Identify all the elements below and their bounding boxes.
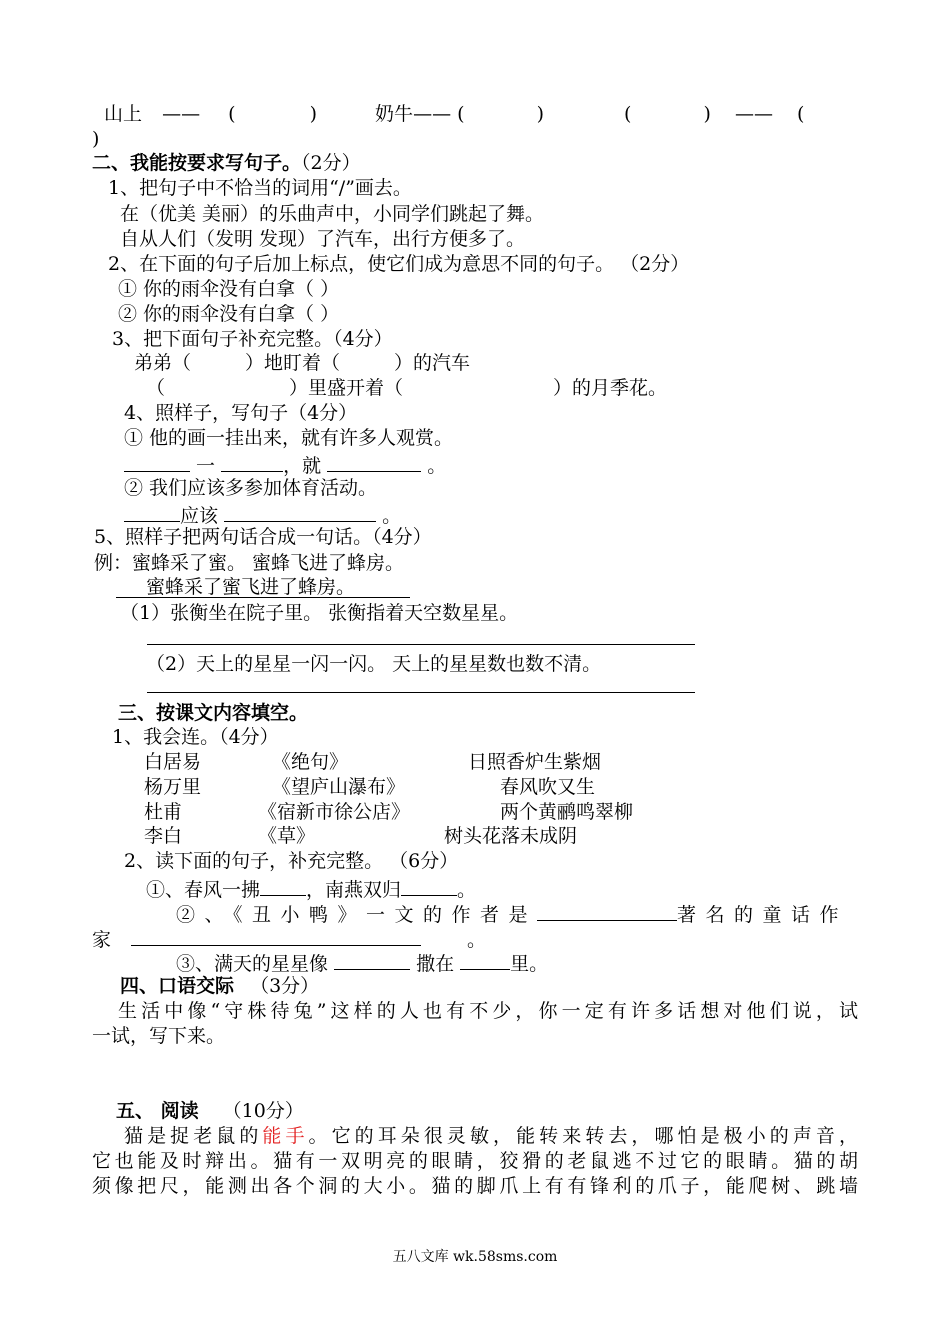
s2-q4a-end: 。 xyxy=(427,455,447,477)
s3-author-1: 白居易 xyxy=(144,751,202,773)
s2-q5-item2: （2）天上的星星一闪一闪。 天上的星星数也数不清。 xyxy=(146,653,602,675)
s3-author-3: 杜甫 xyxy=(144,801,183,823)
s2-q3a-part2: ）地盯着（ xyxy=(245,352,341,374)
s2-q4a-blank-row xyxy=(124,451,446,478)
top-row xyxy=(104,102,804,126)
top-lp-4: ( xyxy=(797,103,805,125)
top-rp-1: ) xyxy=(309,103,317,125)
top-lp-1: ( xyxy=(228,103,236,125)
top-rp-3: ) xyxy=(703,103,711,125)
s3-q2c-part2: 撒在 xyxy=(416,953,455,975)
s3-q2b-part3: 家 xyxy=(92,929,112,951)
s3-q2c-blank-2[interactable] xyxy=(460,949,510,970)
s2-q5-answer-line-2[interactable] xyxy=(147,692,695,693)
s5-p1-part2: 。它的耳朵很灵敏，能转来转去，哪怕是极小的声音， xyxy=(308,1125,858,1147)
s2-q3a xyxy=(134,351,470,375)
top-lp-3: ( xyxy=(624,103,632,125)
top-dash-3: —— xyxy=(734,103,773,125)
s3-poem-4: 《草》 xyxy=(258,825,316,847)
s2-q3a-part1: 弟弟（ xyxy=(134,352,192,374)
s2-q4b-blank-row xyxy=(124,501,401,528)
s3-q2b xyxy=(176,900,848,927)
section-3-title: 三、按课文内容填空。 xyxy=(118,702,309,724)
s3-q2b-line2 xyxy=(92,925,486,952)
top-lp-2: ( xyxy=(457,103,465,125)
s5-paragraph-line2: 它也能及时辩出。猫有一双明亮的眼睛，狡猾的老鼠逃不过它的眼睛。猫的胡 xyxy=(92,1150,858,1172)
s2-q3a-part3: ）的汽车 xyxy=(394,352,471,374)
top-text-nainiu: 奶牛 xyxy=(375,103,414,125)
s2-q4b: ② 我们应该多参加体育活动。 xyxy=(124,477,378,499)
s3-author-4: 李白 xyxy=(144,825,183,847)
s2-q4b-blank-1[interactable] xyxy=(124,501,180,522)
s2-q4a: ① 他的画一挂出来，就有许多人观赏。 xyxy=(124,427,454,449)
s3-q2a-part2: ，南燕双归 xyxy=(306,879,402,901)
s3-author-2: 杨万里 xyxy=(144,776,202,798)
s2-q4a-jiu: ，就 xyxy=(283,455,322,477)
s2-q5-example: 例：蜜蜂采了蜜。 蜜蜂飞进了蜂房。 xyxy=(94,552,405,574)
section-4-title: 四、口语交际 xyxy=(120,975,235,997)
s2-q3b-part1: （ xyxy=(146,377,166,399)
s3-line-4: 树头花落未成阴 xyxy=(444,825,578,847)
s2-q4b-end: 。 xyxy=(382,505,402,527)
s2-q4a-blank-1[interactable] xyxy=(124,451,190,472)
s5-p1-highlight: 能手 xyxy=(262,1125,309,1147)
s2-q1: 1、把句子中不恰当的词用“/”画去。 xyxy=(108,177,412,199)
s2-q3b xyxy=(146,376,667,400)
s4-paragraph-line2: 一试，写下来。 xyxy=(92,1025,226,1047)
s2-q4a-yi: 一 xyxy=(196,455,216,477)
section-2-title: 二、我能按要求写句子。 xyxy=(92,152,302,174)
s3-q2c-part1: ③、满天的星星像 xyxy=(176,953,329,975)
s3-line-1: 日照香炉生紫烟 xyxy=(468,751,602,773)
s3-q2a-part1: ①、春风一拂 xyxy=(146,879,261,901)
s3-q2c-blank-1[interactable] xyxy=(334,949,410,970)
s2-q4: 4、照样子，写句子（4分） xyxy=(124,402,358,424)
top-text-shanshang: 山上 xyxy=(104,103,143,125)
s2-q5-item1: （1）张衡坐在院子里。 张衡指着天空数星星。 xyxy=(120,602,519,624)
section-2-score: （2分） xyxy=(301,152,361,174)
s2-q5-example-underline xyxy=(116,597,410,598)
s5-paragraph-line3: 须像把尺，能测出各个洞的大小。猫的脚爪上有有锋利的爪子，能爬树、跳墙 xyxy=(92,1175,858,1197)
s2-q4a-blank-3[interactable] xyxy=(327,451,421,472)
s2-q2a: ① 你的雨伞没有白拿（ ） xyxy=(118,278,340,300)
s5-p1-part1: 猫是捉老鼠的 xyxy=(124,1125,263,1147)
s2-q4b-blank-2[interactable] xyxy=(224,501,376,522)
s3-line-2: 春风吹又生 xyxy=(500,776,596,798)
s2-q2b: ② 你的雨伞没有白拿（ ） xyxy=(118,303,340,325)
s2-q5-answer-line-1[interactable] xyxy=(147,644,695,645)
section-4-score: （3分） xyxy=(250,975,320,997)
s2-q3b-part2: ）里盛开着（ xyxy=(289,377,404,399)
s3-q2b-blank-1[interactable] xyxy=(537,900,677,921)
s3-poem-3: 《宿新市徐公店》 xyxy=(258,801,411,823)
top-rp-4: ) xyxy=(92,128,100,150)
s3-q1: 1、我会连。（4分） xyxy=(112,726,279,748)
s3-q2b-blank-2[interactable] xyxy=(131,925,421,946)
s3-poem-1: 《绝句》 xyxy=(272,751,349,773)
s2-q1b: 自从人们（发明 发现）了汽车，出行方便多了。 xyxy=(120,228,526,250)
s3-q2a xyxy=(146,875,476,902)
s3-q2b-part4: 。 xyxy=(467,929,487,951)
s4-paragraph-line1: 生活中像“守株待兔”这样的人也有不少，你一定有许多话想对他们说，试 xyxy=(118,1000,858,1022)
top-rp-2: ) xyxy=(536,103,544,125)
s3-poem-2: 《望庐山瀑布》 xyxy=(272,776,406,798)
section-4-heading xyxy=(120,974,319,998)
s3-line-3: 两个黄鹂鸣翠柳 xyxy=(500,801,634,823)
top-dash-2: —— xyxy=(413,103,452,125)
top-dash-1: —— xyxy=(162,103,201,125)
section-5-title: 五、 阅读 xyxy=(116,1100,199,1122)
s2-q4a-blank-2[interactable] xyxy=(221,451,283,472)
section-2-heading xyxy=(92,151,361,175)
s3-q2b-part1: ②、《丑小鸭》一文的作者是 xyxy=(176,904,538,926)
s2-q5: 5、照样子把两句话合成一句话。（4分） xyxy=(94,526,432,548)
s2-q5-example-answer: 蜜蜂采了蜜飞进了蜂房。 xyxy=(146,576,356,598)
s2-q1a: 在（优美 美丽）的乐曲声中，小同学们跳起了舞。 xyxy=(120,203,545,225)
s2-q4b-mid: 应该 xyxy=(180,505,219,527)
section-5-heading xyxy=(116,1099,304,1123)
s3-q2c xyxy=(176,949,548,976)
s3-q2a-blank-1[interactable] xyxy=(260,875,306,896)
section-5-score: （10分） xyxy=(222,1100,304,1122)
s3-q2: 2、读下面的句子，补充完整。 （6分） xyxy=(124,850,459,872)
s3-q2a-part3: 。 xyxy=(457,879,477,901)
s5-paragraph-line1 xyxy=(124,1124,858,1148)
s3-q2a-blank-2[interactable] xyxy=(401,875,457,896)
s3-q2b-part2: 著名的童话作 xyxy=(677,904,849,926)
page-footer: 五八文库 wk.58sms.com xyxy=(392,1249,558,1265)
s2-q3: 3、把下面句子补充完整。（4分） xyxy=(112,328,393,350)
s2-q2: 2、在下面的句子后加上标点，使它们成为意思不同的句子。 （2分） xyxy=(108,253,690,275)
s3-q2c-part3: 里。 xyxy=(510,953,549,975)
s2-q3b-part3: ）的月季花。 xyxy=(553,377,668,399)
